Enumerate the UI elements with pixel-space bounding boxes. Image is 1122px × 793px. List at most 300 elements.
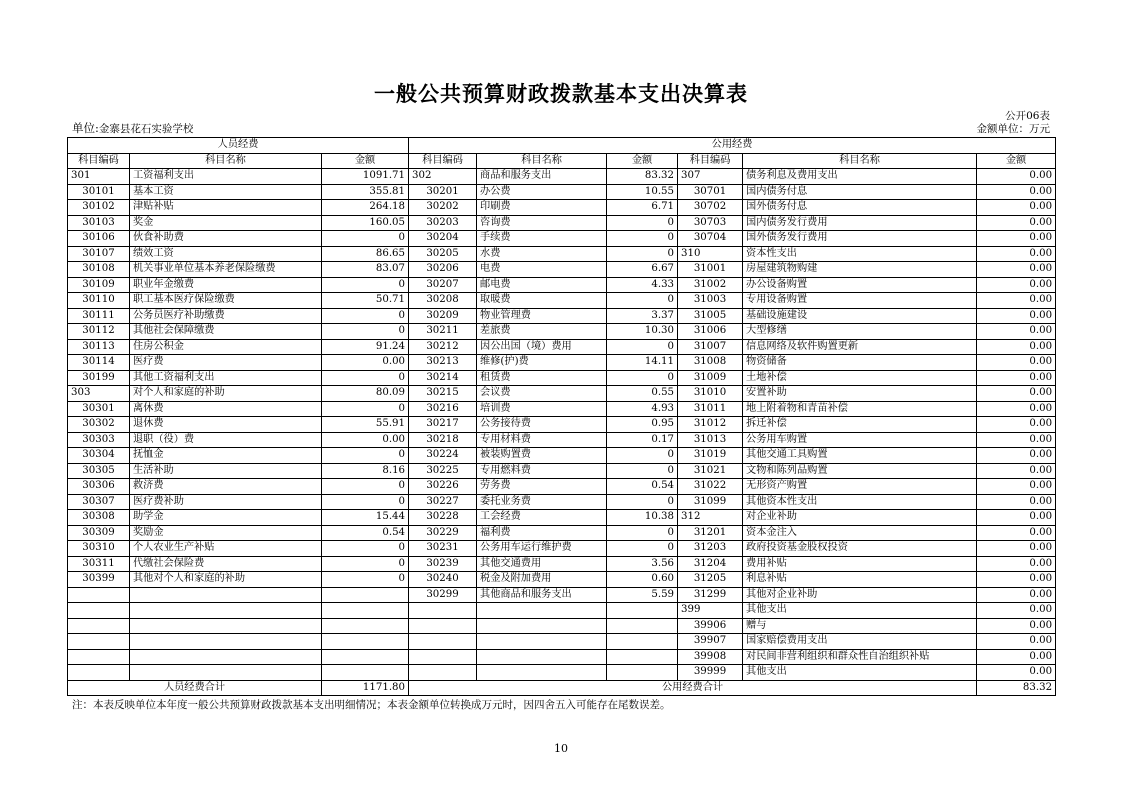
cell-amount: 0.00	[977, 463, 1056, 479]
cell-amount: 0.00	[977, 246, 1056, 262]
cell-code	[68, 649, 130, 665]
cell-code: 31006	[678, 324, 743, 340]
cell-code: 30209	[409, 308, 477, 324]
header-code: 科目编码	[409, 153, 477, 169]
cell-name: 救济费	[130, 479, 322, 495]
cell-amount: 0	[322, 572, 409, 588]
cell-name: 生活补助	[130, 463, 322, 479]
cell-name: 房屋建筑物购建	[743, 262, 977, 278]
cell-amount: 0	[322, 541, 409, 557]
cell-name: 劳务费	[477, 479, 607, 495]
cell-amount	[607, 665, 678, 681]
cell-code: 30110	[68, 293, 130, 309]
table-row	[68, 200, 1056, 216]
cell-code	[68, 618, 130, 634]
table-row	[68, 479, 1056, 495]
unit-value: 金寨县花石实验学校	[98, 123, 194, 135]
cell-name: 工会经费	[477, 510, 607, 526]
cell-amount: 0	[607, 448, 678, 464]
cell-code	[409, 649, 477, 665]
cell-amount: 0	[322, 308, 409, 324]
cell-code: 30229	[409, 525, 477, 541]
cell-name	[477, 603, 607, 619]
table-row	[68, 215, 1056, 231]
cell-code: 301	[68, 169, 130, 185]
cell-code: 30106	[68, 231, 130, 247]
cell-amount: 0.00	[977, 618, 1056, 634]
cell-amount	[322, 603, 409, 619]
cell-amount: 0.00	[977, 184, 1056, 200]
cell-name: 印刷费	[477, 200, 607, 216]
table-row	[68, 324, 1056, 340]
cell-amount: 0	[607, 463, 678, 479]
header-code: 科目编码	[68, 153, 130, 169]
cell-amount: 0.17	[607, 432, 678, 448]
totals-row	[68, 680, 1056, 696]
cell-amount: 0.00	[977, 634, 1056, 650]
cell-name: 地上附着物和青苗补偿	[743, 401, 977, 417]
cell-code: 30399	[68, 572, 130, 588]
cell-amount: 0	[607, 231, 678, 247]
table-row	[68, 572, 1056, 588]
cell-code: 30206	[409, 262, 477, 278]
table-row	[68, 262, 1056, 278]
cell-code	[68, 634, 130, 650]
cell-name: 职工基本医疗保险缴费	[130, 293, 322, 309]
cell-code: 31013	[678, 432, 743, 448]
cell-name: 对企业补助	[743, 510, 977, 526]
cell-code: 30203	[409, 215, 477, 231]
cell-code	[409, 665, 477, 681]
cell-name	[130, 603, 322, 619]
cell-code: 30102	[68, 200, 130, 216]
cell-name: 离休费	[130, 401, 322, 417]
cell-amount: 0.00	[977, 649, 1056, 665]
header-amount: 金额	[607, 153, 678, 169]
cell-code: 31203	[678, 541, 743, 557]
cell-name: 物资储备	[743, 355, 977, 371]
cell-name: 公务员医疗补助缴费	[130, 308, 322, 324]
cell-code: 31011	[678, 401, 743, 417]
cell-name: 代缴社会保险费	[130, 556, 322, 572]
cell-name	[477, 634, 607, 650]
cell-code: 31099	[678, 494, 743, 510]
cell-amount: 0.00	[977, 386, 1056, 402]
cell-code: 302	[409, 169, 477, 185]
cell-name: 办公设备购置	[743, 277, 977, 293]
table-row	[68, 463, 1056, 479]
cell-amount: 3.37	[607, 308, 678, 324]
cell-code: 39907	[678, 634, 743, 650]
cell-amount: 0.00	[977, 479, 1056, 495]
cell-code: 30218	[409, 432, 477, 448]
cell-name: 奖励金	[130, 525, 322, 541]
table-row	[68, 649, 1056, 665]
public-total-label: 公用经费合计	[409, 680, 977, 696]
cell-code: 30704	[678, 231, 743, 247]
cell-name: 机关事业单位基本养老保险缴费	[130, 262, 322, 278]
cell-amount	[322, 634, 409, 650]
cell-code: 39908	[678, 649, 743, 665]
cell-code: 30225	[409, 463, 477, 479]
cell-code	[409, 634, 477, 650]
cell-code: 399	[678, 603, 743, 619]
table-row	[68, 587, 1056, 603]
cell-name: 国外债务发行费用	[743, 231, 977, 247]
cell-name: 商品和服务支出	[477, 169, 607, 185]
cell-amount: 6.71	[607, 200, 678, 216]
cell-name: 专用设备购置	[743, 293, 977, 309]
cell-name: 基本工资	[130, 184, 322, 200]
cell-amount: 91.24	[322, 339, 409, 355]
cell-name: 专用材料费	[477, 432, 607, 448]
cell-code: 31012	[678, 417, 743, 433]
cell-name: 其他资本性支出	[743, 494, 977, 510]
cell-amount: 160.05	[322, 215, 409, 231]
cell-code: 30306	[68, 479, 130, 495]
cell-amount	[607, 634, 678, 650]
cell-code: 30310	[68, 541, 130, 557]
cell-amount: 0.54	[607, 479, 678, 495]
cell-amount	[322, 587, 409, 603]
cell-amount: 0.00	[977, 277, 1056, 293]
table-row	[68, 308, 1056, 324]
cell-amount: 0.00	[977, 324, 1056, 340]
cell-name: 国家赔偿费用支出	[743, 634, 977, 650]
cell-amount: 0	[607, 494, 678, 510]
cell-code	[68, 587, 130, 603]
cell-name: 抚恤金	[130, 448, 322, 464]
header-name: 科目名称	[477, 153, 607, 169]
cell-amount: 55.91	[322, 417, 409, 433]
cell-name: 大型修缮	[743, 324, 977, 340]
cell-code: 30212	[409, 339, 477, 355]
money-unit: 金额单位：万元	[976, 123, 1050, 135]
table-row	[68, 277, 1056, 293]
cell-code: 312	[678, 510, 743, 526]
cell-code: 30309	[68, 525, 130, 541]
cell-code: 30301	[68, 401, 130, 417]
cell-name: 取暖费	[477, 293, 607, 309]
personnel-total-label: 人员经费合计	[68, 680, 322, 696]
cell-code: 30114	[68, 355, 130, 371]
cell-name	[477, 618, 607, 634]
cell-code: 30201	[409, 184, 477, 200]
table-row	[68, 432, 1056, 448]
page-title: 一般公共预算财政拨款基本支出决算表	[374, 81, 748, 106]
cell-code: 30240	[409, 572, 477, 588]
cell-name: 个人农业生产补贴	[130, 541, 322, 557]
cell-name	[130, 634, 322, 650]
cell-name: 专用燃料费	[477, 463, 607, 479]
footnote: 注：本表反映单位本年度一般公共预算财政拨款基本支出明细情况；本表金额单位转换成万元时，因四舍五入可能存在尾数误差。	[72, 699, 671, 711]
personnel-total-amount: 1171.80	[322, 680, 409, 696]
cell-name	[130, 665, 322, 681]
cell-name: 其他支出	[743, 665, 977, 681]
cell-code	[68, 665, 130, 681]
cell-name: 对个人和家庭的补助	[130, 386, 322, 402]
header-amount: 金额	[322, 153, 409, 169]
form-number: 公开06表	[1005, 110, 1050, 122]
cell-amount: 0	[607, 215, 678, 231]
cell-amount	[322, 665, 409, 681]
cell-code	[409, 618, 477, 634]
cell-code: 30108	[68, 262, 130, 278]
cell-amount: 0.54	[322, 525, 409, 541]
cell-amount: 0.00	[977, 339, 1056, 355]
cell-code: 31003	[678, 293, 743, 309]
cell-code: 30208	[409, 293, 477, 309]
cell-code: 31299	[678, 587, 743, 603]
cell-code: 30214	[409, 370, 477, 386]
cell-name: 其他交通费用	[477, 556, 607, 572]
cell-name: 文物和陈列品购置	[743, 463, 977, 479]
cell-code: 30107	[68, 246, 130, 262]
cell-amount: 0.00	[977, 169, 1056, 185]
cell-name: 因公出国（境）费用	[477, 339, 607, 355]
cell-code: 30103	[68, 215, 130, 231]
cell-name: 债务利息及费用支出	[743, 169, 977, 185]
cell-code: 30308	[68, 510, 130, 526]
cell-name: 公务接待费	[477, 417, 607, 433]
cell-code: 30311	[68, 556, 130, 572]
table-row	[68, 169, 1056, 185]
cell-amount: 14.11	[607, 355, 678, 371]
cell-amount: 264.18	[322, 200, 409, 216]
cell-amount: 0.00	[977, 231, 1056, 247]
cell-code: 30204	[409, 231, 477, 247]
table-row	[68, 401, 1056, 417]
cell-amount: 355.81	[322, 184, 409, 200]
table-row	[68, 184, 1056, 200]
cell-name: 退休费	[130, 417, 322, 433]
cell-amount: 0	[322, 277, 409, 293]
cell-amount: 0	[607, 293, 678, 309]
cell-amount: 0	[322, 494, 409, 510]
cell-name: 信息网络及软件购置更新	[743, 339, 977, 355]
cell-amount: 6.67	[607, 262, 678, 278]
cell-name	[477, 665, 607, 681]
cell-code: 30205	[409, 246, 477, 262]
table-row	[68, 448, 1056, 464]
cell-amount: 0	[607, 525, 678, 541]
cell-name: 其他工资福利支出	[130, 370, 322, 386]
cell-code: 30302	[68, 417, 130, 433]
public-total-amount: 83.32	[977, 680, 1056, 696]
cell-amount: 50.71	[322, 293, 409, 309]
cell-name: 利息补贴	[743, 572, 977, 588]
table-row	[68, 386, 1056, 402]
cell-name: 赠与	[743, 618, 977, 634]
cell-name: 被装购置费	[477, 448, 607, 464]
cell-code: 30303	[68, 432, 130, 448]
table-row	[68, 293, 1056, 309]
cell-code	[68, 603, 130, 619]
cell-code: 30227	[409, 494, 477, 510]
cell-amount: 80.09	[322, 386, 409, 402]
cell-code: 310	[678, 246, 743, 262]
cell-amount: 0.00	[977, 417, 1056, 433]
cell-amount: 0	[322, 231, 409, 247]
table-row	[68, 634, 1056, 650]
cell-amount: 0	[322, 370, 409, 386]
cell-name: 税金及附加费用	[477, 572, 607, 588]
cell-amount: 4.33	[607, 277, 678, 293]
unit-label: 单位:	[72, 121, 99, 135]
cell-name: 津贴补贴	[130, 200, 322, 216]
table-row	[68, 603, 1056, 619]
cell-name: 绩效工资	[130, 246, 322, 262]
table-row	[68, 246, 1056, 262]
cell-code: 30213	[409, 355, 477, 371]
cell-name: 水费	[477, 246, 607, 262]
cell-amount: 0.00	[977, 215, 1056, 231]
cell-name: 土地补偿	[743, 370, 977, 386]
table-row	[68, 556, 1056, 572]
cell-amount: 0	[607, 339, 678, 355]
cell-name: 医疗费补助	[130, 494, 322, 510]
table-body	[68, 138, 1056, 696]
cell-code: 31008	[678, 355, 743, 371]
cell-amount: 0.00	[977, 603, 1056, 619]
cell-code: 30216	[409, 401, 477, 417]
cell-name: 职业年金缴费	[130, 277, 322, 293]
cell-code: 30231	[409, 541, 477, 557]
cell-name: 拆迁补偿	[743, 417, 977, 433]
cell-name: 工资福利支出	[130, 169, 322, 185]
cell-code: 30211	[409, 324, 477, 340]
cell-amount: 0	[322, 401, 409, 417]
cell-name: 其他商品和服务支出	[477, 587, 607, 603]
cell-amount: 0	[322, 448, 409, 464]
cell-name: 公务用车运行维护费	[477, 541, 607, 557]
cell-amount: 0.00	[977, 572, 1056, 588]
cell-code: 31204	[678, 556, 743, 572]
section-personnel: 人员经费	[68, 138, 409, 154]
cell-code: 30703	[678, 215, 743, 231]
cell-code: 30305	[68, 463, 130, 479]
cell-name	[130, 587, 322, 603]
cell-amount	[322, 618, 409, 634]
cell-code: 39906	[678, 618, 743, 634]
cell-name: 公务用车购置	[743, 432, 977, 448]
cell-code: 30113	[68, 339, 130, 355]
cell-amount: 0	[322, 324, 409, 340]
cell-name: 政府投资基金股权投资	[743, 541, 977, 557]
cell-name: 培训费	[477, 401, 607, 417]
cell-amount	[607, 649, 678, 665]
cell-name: 对民间非营利组织和群众性自治组织补贴	[743, 649, 977, 665]
cell-name: 委托业务费	[477, 494, 607, 510]
cell-name: 其他对个人和家庭的补助	[130, 572, 322, 588]
cell-name: 办公费	[477, 184, 607, 200]
cell-code: 30228	[409, 510, 477, 526]
cell-code: 30207	[409, 277, 477, 293]
cell-amount: 86.65	[322, 246, 409, 262]
cell-amount: 0	[607, 541, 678, 557]
cell-name: 基础设施建设	[743, 308, 977, 324]
cell-amount: 0.00	[977, 308, 1056, 324]
header-code: 科目编码	[678, 153, 743, 169]
cell-amount: 4.93	[607, 401, 678, 417]
expenditure-table	[67, 137, 1056, 696]
cell-amount: 0.95	[607, 417, 678, 433]
cell-name: 邮电费	[477, 277, 607, 293]
page-number: 10	[554, 742, 568, 755]
table-row	[68, 525, 1056, 541]
cell-name: 奖金	[130, 215, 322, 231]
cell-code: 30701	[678, 184, 743, 200]
cell-name: 福利费	[477, 525, 607, 541]
cell-code: 30199	[68, 370, 130, 386]
section-header-row	[68, 138, 1056, 154]
cell-amount	[322, 649, 409, 665]
cell-amount: 1091.71	[322, 169, 409, 185]
cell-code: 30304	[68, 448, 130, 464]
cell-code: 31022	[678, 479, 743, 495]
cell-amount: 3.56	[607, 556, 678, 572]
header-name: 科目名称	[743, 153, 977, 169]
cell-amount	[607, 618, 678, 634]
cell-amount: 10.30	[607, 324, 678, 340]
table-row	[68, 417, 1056, 433]
cell-amount: 0.00	[977, 448, 1056, 464]
column-header-row	[68, 153, 1056, 169]
cell-name	[477, 649, 607, 665]
cell-name: 无形资产购置	[743, 479, 977, 495]
cell-code: 30112	[68, 324, 130, 340]
table-row	[68, 231, 1056, 247]
cell-amount: 0.00	[977, 432, 1056, 448]
cell-amount: 0.00	[977, 556, 1056, 572]
table-row	[68, 494, 1056, 510]
cell-name: 差旅费	[477, 324, 607, 340]
cell-name: 会议费	[477, 386, 607, 402]
cell-amount: 0.60	[607, 572, 678, 588]
cell-amount: 10.55	[607, 184, 678, 200]
cell-code: 30299	[409, 587, 477, 603]
cell-amount: 0.00	[977, 355, 1056, 371]
cell-amount: 0.55	[607, 386, 678, 402]
cell-amount: 15.44	[322, 510, 409, 526]
cell-amount: 0.00	[977, 262, 1056, 278]
cell-code: 31002	[678, 277, 743, 293]
cell-code: 30109	[68, 277, 130, 293]
cell-amount: 8.16	[322, 463, 409, 479]
cell-amount: 0.00	[977, 587, 1056, 603]
table-row	[68, 510, 1056, 526]
cell-code: 30217	[409, 417, 477, 433]
cell-name: 维修(护)费	[477, 355, 607, 371]
cell-code: 31019	[678, 448, 743, 464]
cell-name: 其他社会保障缴费	[130, 324, 322, 340]
table-row	[68, 541, 1056, 557]
cell-amount: 0	[322, 479, 409, 495]
cell-name: 咨询费	[477, 215, 607, 231]
cell-name: 国外债务付息	[743, 200, 977, 216]
cell-amount: 0.00	[977, 401, 1056, 417]
cell-name: 手续费	[477, 231, 607, 247]
cell-amount: 0.00	[977, 494, 1056, 510]
cell-name: 其他交通工具购置	[743, 448, 977, 464]
cell-code: 39999	[678, 665, 743, 681]
cell-code: 30702	[678, 200, 743, 216]
table-row	[68, 370, 1056, 386]
cell-name: 安置补助	[743, 386, 977, 402]
cell-name: 租赁费	[477, 370, 607, 386]
cell-code: 31009	[678, 370, 743, 386]
cell-name	[130, 649, 322, 665]
